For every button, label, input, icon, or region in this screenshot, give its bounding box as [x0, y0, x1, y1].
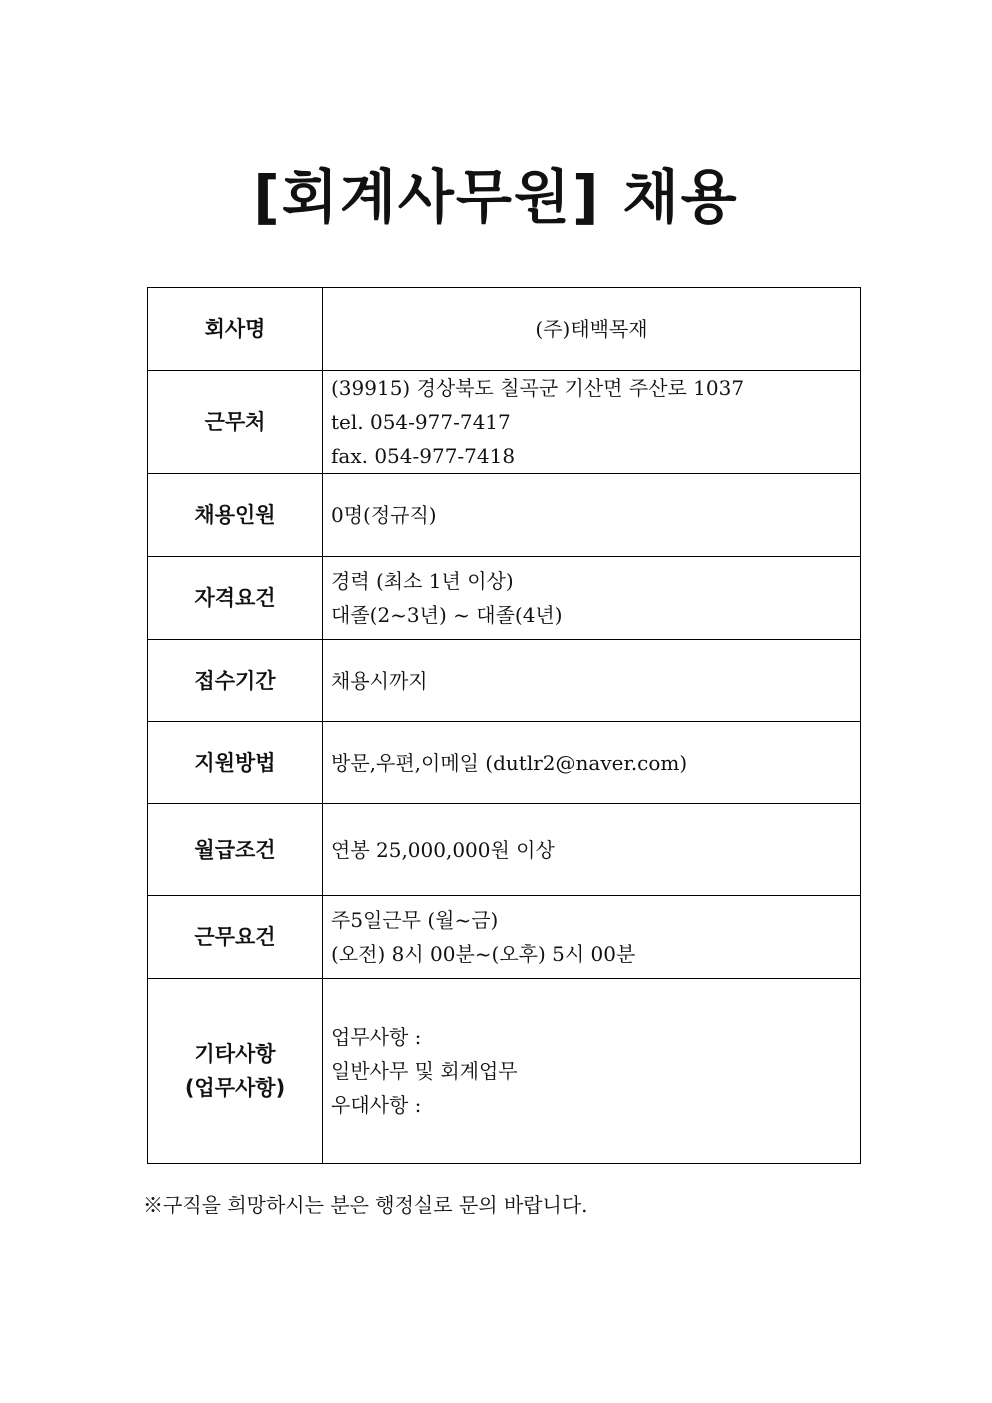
table-row	[148, 979, 861, 1164]
footer-note: ※구직을 희망하시는 분은 행정실로 문의 바랍니다.	[143, 1193, 588, 1217]
value-other-details	[323, 979, 861, 1164]
salary-text: 연봉 25,000,000원 이상	[331, 837, 555, 862]
table-row	[148, 722, 861, 804]
label-application-period: 접수기간	[148, 640, 323, 722]
label-working-conditions: 근무요건	[148, 896, 323, 979]
value-headcount	[323, 474, 861, 557]
workplace-tel: tel. 054-977-7417	[331, 410, 511, 434]
duties-heading: 업무사항 :	[331, 1025, 422, 1049]
label-company-name: 회사명	[148, 288, 323, 371]
value-qualifications	[323, 557, 861, 640]
page-title: [회계사무원] 채용	[253, 163, 739, 231]
qualification-education: 대졸(2~3년) ~ 대졸(4년)	[331, 603, 563, 627]
table-row	[148, 804, 861, 896]
label-qualifications: 자격요건	[148, 557, 323, 640]
table-row	[148, 371, 861, 474]
headcount-text: 0명(정규직)	[331, 503, 437, 527]
application-period-text: 채용시까지	[331, 668, 428, 693]
value-salary	[323, 804, 861, 896]
application-method-text: 방문,우편,이메일 (dutlr2@naver.com)	[331, 750, 688, 775]
label-headcount: 채용인원	[148, 474, 323, 557]
table-row	[148, 474, 861, 557]
other-details-label-line2: (업무사항)	[184, 1076, 286, 1100]
label-application-method: 지원방법	[148, 722, 323, 804]
qualification-experience: 경력 (최소 1년 이상)	[331, 569, 514, 593]
table-row	[148, 896, 861, 979]
value-workplace	[323, 371, 861, 474]
working-hours: (오전) 8시 00분~(오후) 5시 00분	[331, 942, 636, 966]
table-row	[148, 288, 861, 371]
value-working-conditions	[323, 896, 861, 979]
working-days: 주5일근무 (월~금)	[331, 908, 499, 932]
job-posting-table	[147, 287, 861, 1164]
value-application-method	[323, 722, 861, 804]
table-row	[148, 640, 861, 722]
value-company-name	[323, 288, 861, 371]
company-name-text: (주)태백목재	[535, 317, 648, 341]
label-workplace: 근무처	[148, 371, 323, 474]
label-other-details	[148, 979, 323, 1164]
workplace-fax: fax. 054-977-7418	[331, 444, 516, 468]
value-application-period	[323, 640, 861, 722]
workplace-address: (39915) 경상북도 칠곡군 기산면 주산로 1037	[331, 376, 745, 400]
label-salary: 월급조건	[148, 804, 323, 896]
duties-text: 일반사무 및 회계업무	[331, 1059, 518, 1083]
other-details-label-line1: 기타사항	[194, 1042, 276, 1066]
preferences-heading: 우대사항 :	[331, 1093, 422, 1117]
table-row	[148, 557, 861, 640]
